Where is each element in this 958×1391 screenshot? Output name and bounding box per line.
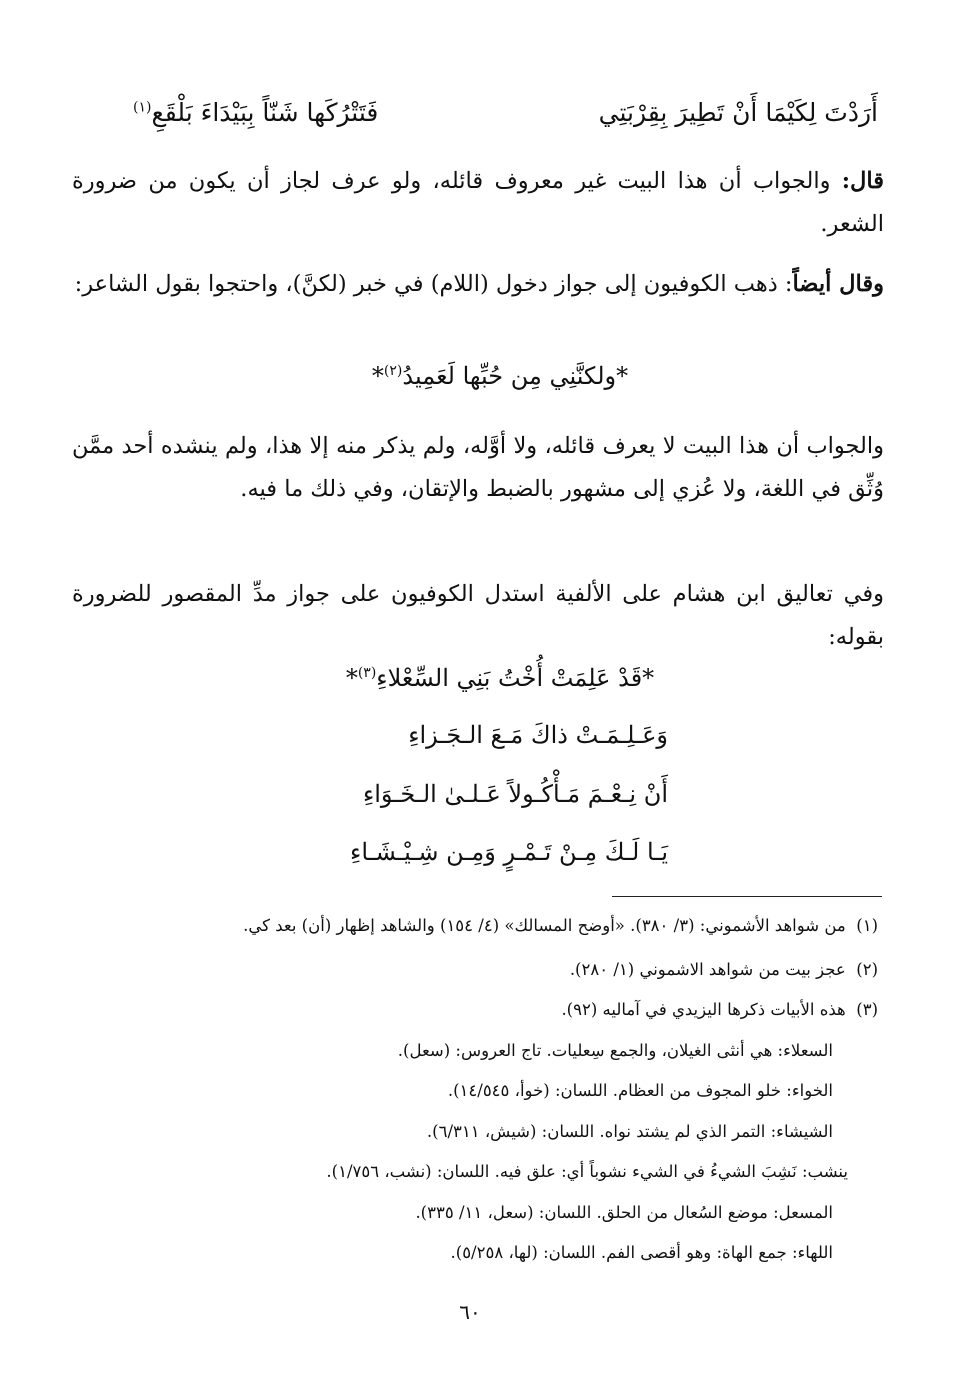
footnote-ref-3: (٣) bbox=[357, 665, 377, 681]
poem-line: أَنْ نِـعْـمَ مَـأْكُـولاً عَـلـىٰ الـخَـوَاءِ bbox=[362, 780, 668, 808]
paragraph-text: والجواب أن هذا البيت غير معروف قائله، ولو عرف لجاز أن يكون من ضرورة الشعر. bbox=[72, 168, 884, 237]
gloss-entry: السعلاء: هي أنثى الغيلان، والجمع سِعليات. تاج العروس: (سعل). bbox=[397, 1041, 833, 1060]
gloss-entry: الشيشاء: التمر الذي لم يشتد نواه. اللسان: (شيش، ٦/٣١١). bbox=[426, 1122, 833, 1141]
footnote-divider bbox=[612, 896, 882, 897]
footnote-text: هذه الأبيات ذكرها اليزيدي في آماليه (٩٢). bbox=[561, 1000, 846, 1019]
poem-line-qad-alimat: *قَدْ عَلِمَتْ أُخْتُ بَنِي السِّعْلاءِ$^{(٣)}$* bbox=[345, 664, 655, 692]
paragraph-text: والجواب أن هذا البيت لا يعرف قائله، ولا أوَّله، ولم يذكر منه إلا هذا، ولم ينشده أحد ممَّن وُثِّق في اللغة، ولا عُزي إلى مشهور بالضبط والإتقان، وفي ذلك ما فيه. bbox=[72, 433, 885, 502]
poem-line-lakinnani: *ولكنَّنِي مِن حُبِّها لَعَمِيدُ$^{(٢)}$* bbox=[371, 362, 629, 390]
gloss-entry: المسعل: موضع السُعال من الحلق. اللسان: (سعل، ١١/ ٣٣٥). bbox=[415, 1203, 833, 1222]
gloss-entry: الخواء: خلو المجوف من العظام. اللسان: (خوأ، ١٤/٥٤٥). bbox=[447, 1081, 833, 1100]
paragraph-text: : ذهب الكوفيون إلى جواز دخول (اللام) في خبر (لكنَّ)، واحتجوا بقول الشاعر: bbox=[74, 271, 793, 297]
footnote-1 bbox=[243, 916, 878, 935]
paragraph-jawab bbox=[72, 425, 884, 511]
opening-verse bbox=[133, 92, 878, 142]
footnote-3 bbox=[561, 1000, 878, 1019]
footnote-ref-2: (٢) bbox=[383, 363, 403, 379]
footnote-2 bbox=[570, 960, 878, 979]
footnote-text: من شواهد الأشموني: (٣/ ٣٨٠). «أوضح المسالك» (٤/ ١٥٤) والشاهد إظهار (أن) بعد كي. bbox=[243, 916, 846, 935]
paragraph-lead: وقال أيضاً bbox=[792, 271, 884, 297]
footnote-text: عجز بيت من شواهد الاشموني (١/ ٢٨٠). bbox=[569, 960, 846, 979]
footnote-number: (٢) bbox=[856, 960, 878, 979]
verse-first-hemistich: أَرَدْتَ لِكَيْمَا أَنْ تَطِيرَ بِقِرْبَتِي bbox=[598, 98, 878, 127]
verse-second-hemistich: فَتَتْرُكَها شَنّاً بِبَيْدَاءَ بَلْقَعِ$^{(١)}$ bbox=[133, 98, 379, 127]
gloss-entry: ينشب: نَشِبَ الشيءُ في الشيء نشوباً أي: علق فيه. اللسان: (نشب، ١/٧٥٦). bbox=[326, 1162, 848, 1181]
footnote-ref-1: (١) bbox=[133, 99, 152, 116]
paragraph-wa-qal-aydan bbox=[72, 263, 884, 306]
gloss-entry: اللهاء: جمع الهاة: وهو أقصى الفم. اللسان: (لها، ٥/٢٥٨). bbox=[450, 1243, 833, 1262]
paragraph-taaliq bbox=[72, 573, 884, 659]
paragraph-qal bbox=[72, 160, 884, 246]
paragraph-text: وفي تعاليق ابن هشام على الألفية استدل الكوفيون على جواز مدِّ المقصور للضرورة بقوله: bbox=[72, 581, 884, 650]
footnote-number: (٣) bbox=[856, 1000, 878, 1019]
footnote-number: (١) bbox=[856, 916, 878, 935]
page-number: ٦٠ bbox=[459, 1300, 481, 1324]
poem-line: وَعَـلِـمَـتْ ذاكَ مَـعَ الـجَـزاءِ bbox=[408, 721, 668, 749]
poem-line: يَـا لَـكَ مِـنْ تَـمْـرٍ وَمِـن شِـيْـشَـاءِ bbox=[350, 838, 668, 866]
paragraph-lead: قال: bbox=[841, 168, 884, 194]
